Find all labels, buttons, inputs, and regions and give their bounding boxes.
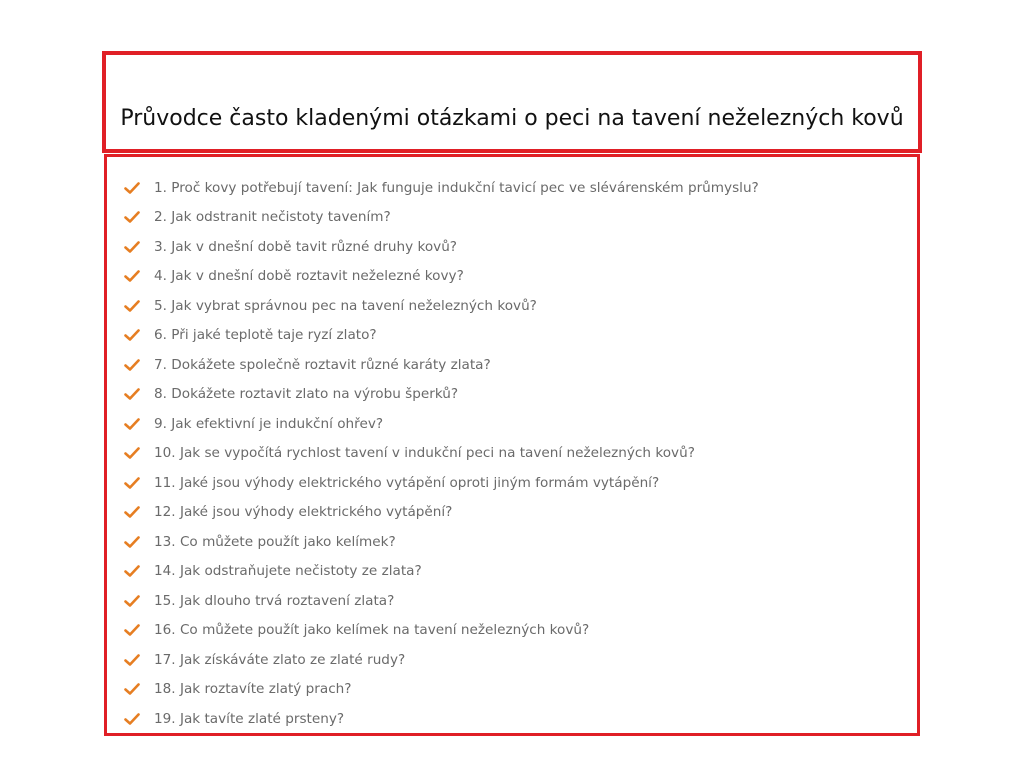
faq-question-link[interactable]: 6. Při jaké teplotě taje ryzí zlato? (154, 327, 377, 344)
faq-question-link[interactable]: 3. Jak v dnešní době tavit různé druhy kovů? (154, 238, 458, 255)
faq-item (124, 704, 907, 734)
check-icon (124, 210, 140, 224)
faq-question-link[interactable]: 12. Jaké jsou výhody elektrického vytápění? (154, 504, 453, 521)
check-icon (124, 682, 140, 696)
faq-question-link[interactable]: 11. Jaké jsou výhody elektrického vytápění oproti jiným formám vytápění? (154, 474, 660, 491)
check-icon (124, 358, 140, 372)
faq-question-link[interactable]: 8. Dokážete roztavit zlato na výrobu šperků? (154, 386, 459, 403)
faq-item (124, 321, 907, 351)
check-icon (124, 594, 140, 608)
check-icon (124, 653, 140, 667)
faq-item (124, 173, 907, 203)
faq-question-link[interactable]: 1. Proč kovy potřebují tavení: Jak funguje indukční tavicí pec ve slévárenském průmyslu? (154, 179, 759, 196)
faq-question-link[interactable]: 5. Jak vybrat správnou pec na tavení neželezných kovů? (154, 297, 537, 314)
title-frame (102, 51, 922, 153)
faq-question-link[interactable]: 2. Jak odstranit nečistoty tavením? (154, 209, 391, 226)
faq-question-link[interactable]: 18. Jak roztavíte zlatý prach? (154, 681, 352, 698)
faq-question-link[interactable]: 13. Co můžete použít jako kelímek? (154, 533, 396, 550)
check-icon (124, 535, 140, 549)
check-icon (124, 269, 140, 283)
check-icon (124, 446, 140, 460)
faq-item (124, 232, 907, 262)
faq-item (124, 498, 907, 528)
faq-item (124, 380, 907, 410)
faq-question-link[interactable]: 9. Jak efektivní je indukční ohřev? (154, 415, 384, 432)
check-icon (124, 476, 140, 490)
page-title: Průvodce často kladenými otázkami o peci na tavení neželezných kovů (120, 106, 904, 131)
check-icon (124, 299, 140, 313)
faq-question-link[interactable]: 7. Dokážete společně roztavit různé karáty zlata? (154, 356, 491, 373)
faq-list (124, 173, 907, 734)
faq-item (124, 350, 907, 380)
faq-item (124, 645, 907, 675)
faq-item (124, 439, 907, 469)
faq-item (124, 616, 907, 646)
faq-item (124, 291, 907, 321)
faq-question-link[interactable]: 15. Jak dlouho trvá roztavení zlata? (154, 592, 395, 609)
check-icon (124, 505, 140, 519)
check-icon (124, 181, 140, 195)
faq-question-link[interactable]: 14. Jak odstraňujete nečistoty ze zlata? (154, 563, 422, 580)
faq-item (124, 527, 907, 557)
check-icon (124, 623, 140, 637)
faq-item (124, 675, 907, 705)
faq-question-link[interactable]: 10. Jak se vypočítá rychlost tavení v indukční peci na tavení neželezných kovů? (154, 445, 695, 462)
check-icon (124, 564, 140, 578)
faq-item (124, 586, 907, 616)
faq-item (124, 203, 907, 233)
check-icon (124, 328, 140, 342)
check-icon (124, 387, 140, 401)
faq-item (124, 468, 907, 498)
faq-list-frame (104, 154, 920, 736)
check-icon (124, 240, 140, 254)
faq-item (124, 409, 907, 439)
faq-question-link[interactable]: 16. Co můžete použít jako kelímek na tavení neželezných kovů? (154, 622, 590, 639)
check-icon (124, 417, 140, 431)
check-icon (124, 712, 140, 726)
faq-question-link[interactable]: 19. Jak tavíte zlaté prsteny? (154, 710, 345, 727)
faq-question-link[interactable]: 4. Jak v dnešní době roztavit neželezné kovy? (154, 268, 464, 285)
faq-item (124, 262, 907, 292)
faq-question-link[interactable]: 17. Jak získáváte zlato ze zlaté rudy? (154, 651, 406, 668)
faq-item (124, 557, 907, 587)
